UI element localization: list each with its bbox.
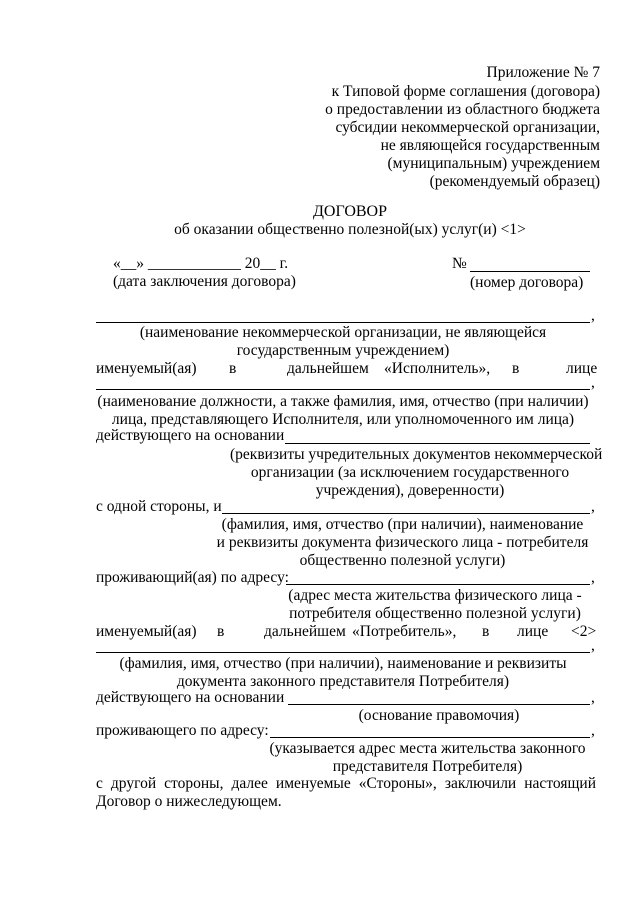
named2-w7: <2> xyxy=(571,623,597,640)
named1-w6: лице xyxy=(566,360,598,377)
requisites-caption-2: организации (за исключением государственного xyxy=(250,464,570,481)
document-title: ДОГОВОР xyxy=(313,203,387,220)
final-line-1: с другой стороны, далее именуемые «Стороны», заключили настоящий xyxy=(96,775,596,792)
appendix-line-5: не являющейся государственным xyxy=(380,137,600,154)
appendix-line-7: (рекомендуемый образец) xyxy=(429,173,600,190)
named2-w5: в xyxy=(482,623,490,640)
one-side-label: с одной стороны, и xyxy=(96,498,222,515)
named1-w5: в xyxy=(512,360,520,377)
person-caption-2: и реквизиты документа физического лица - потребителя xyxy=(216,534,589,551)
basis-caption: (основание правомочия) xyxy=(358,707,520,724)
living-at-2-label: проживающего по адресу: xyxy=(96,722,269,739)
number-caption: (номер договора) xyxy=(470,274,584,291)
named2-w3: дальнейшем xyxy=(264,623,346,640)
named2-w4: «Потребитель», xyxy=(352,623,457,640)
acting-on-line xyxy=(285,443,590,444)
requisites-caption-1: (реквизиты учредительных документов некоммерческой xyxy=(230,446,603,463)
requisites-caption-3: учреждения), доверенности) xyxy=(315,482,505,499)
named2-w2: в xyxy=(217,623,225,640)
named1-w2: в xyxy=(229,360,237,377)
living-at-label: проживающий(ая) по адресу: xyxy=(96,569,289,586)
living-at-comma: , xyxy=(591,569,595,586)
appendix-line-3: о предоставлении из областного бюджета xyxy=(325,101,600,118)
living-at-2-comma: , xyxy=(591,722,595,739)
document-subtitle: об оказании общественно полезной(ых) услуг(и) <1> xyxy=(174,221,526,238)
appendix-line-2: к Типовой форме соглашения (договора) xyxy=(331,83,600,100)
address-caption-2: потребителя общественно полезной услуги) xyxy=(289,605,581,622)
representative-caption-1: (фамилия, имя, отчество (при наличии), наименование и реквизиты xyxy=(119,655,567,672)
acting-on-2-line xyxy=(288,704,590,705)
named1-w1: именуемый(ая) xyxy=(96,360,197,377)
position-caption-1: (наименование должности, а также фамилия, имя, отчество (при наличии) xyxy=(97,393,589,410)
person-line xyxy=(222,513,590,514)
date-caption: (дата заключения договора) xyxy=(113,273,296,290)
named2-w1: именуемый(ая) xyxy=(96,623,197,640)
person-comma: , xyxy=(591,498,595,515)
living-at-2-line xyxy=(270,737,590,738)
org-caption-2: государственным учреждением) xyxy=(236,342,450,359)
number-prefix: № xyxy=(452,255,467,272)
living-at-line xyxy=(286,584,590,585)
final-line-2: Договор о нижеследующем. xyxy=(96,793,282,810)
position-line xyxy=(96,389,590,390)
named2-w6: лице xyxy=(517,623,549,640)
representative-caption-2: документа законного представителя Потребителя) xyxy=(176,673,510,690)
position-caption-2: лица, представляющего Исполнителя, или уполномоченного им лица) xyxy=(111,411,575,428)
org-caption-1: (наименование некоммерческой организации, не являющейся xyxy=(139,324,547,341)
acting-on-2-comma: , xyxy=(591,689,595,706)
org-line xyxy=(96,322,590,323)
appendix-line-4: субсидии некоммерческой организации, xyxy=(335,119,600,136)
position-comma: , xyxy=(591,374,595,391)
named1-w4: «Исполнитель», xyxy=(384,360,491,377)
rep-address-caption-2: представителя Потребителя) xyxy=(332,758,523,775)
number-line xyxy=(470,271,590,272)
person-caption-3: общественно полезной услуги) xyxy=(299,552,506,569)
acting-on-2-label: действующего на основании xyxy=(96,689,285,706)
acting-on-label: действующего на основании xyxy=(96,427,285,444)
representative-line xyxy=(96,652,590,653)
person-caption-1: (фамилия, имя, отчество (при наличии), наименование xyxy=(221,516,584,533)
address-caption-1: (адрес места жительства физического лица - xyxy=(288,587,582,604)
appendix-line-1: Приложение № 7 xyxy=(486,64,600,81)
named1-w3: дальнейшем xyxy=(287,360,369,377)
org-comma: , xyxy=(591,307,595,324)
date-line: «__» ____________ 20__ г. xyxy=(113,255,289,272)
rep-address-caption-1: (указывается адрес места жительства законного xyxy=(269,740,586,757)
appendix-line-6: (муниципальным) учреждением xyxy=(387,155,600,172)
representative-comma: , xyxy=(591,637,595,654)
